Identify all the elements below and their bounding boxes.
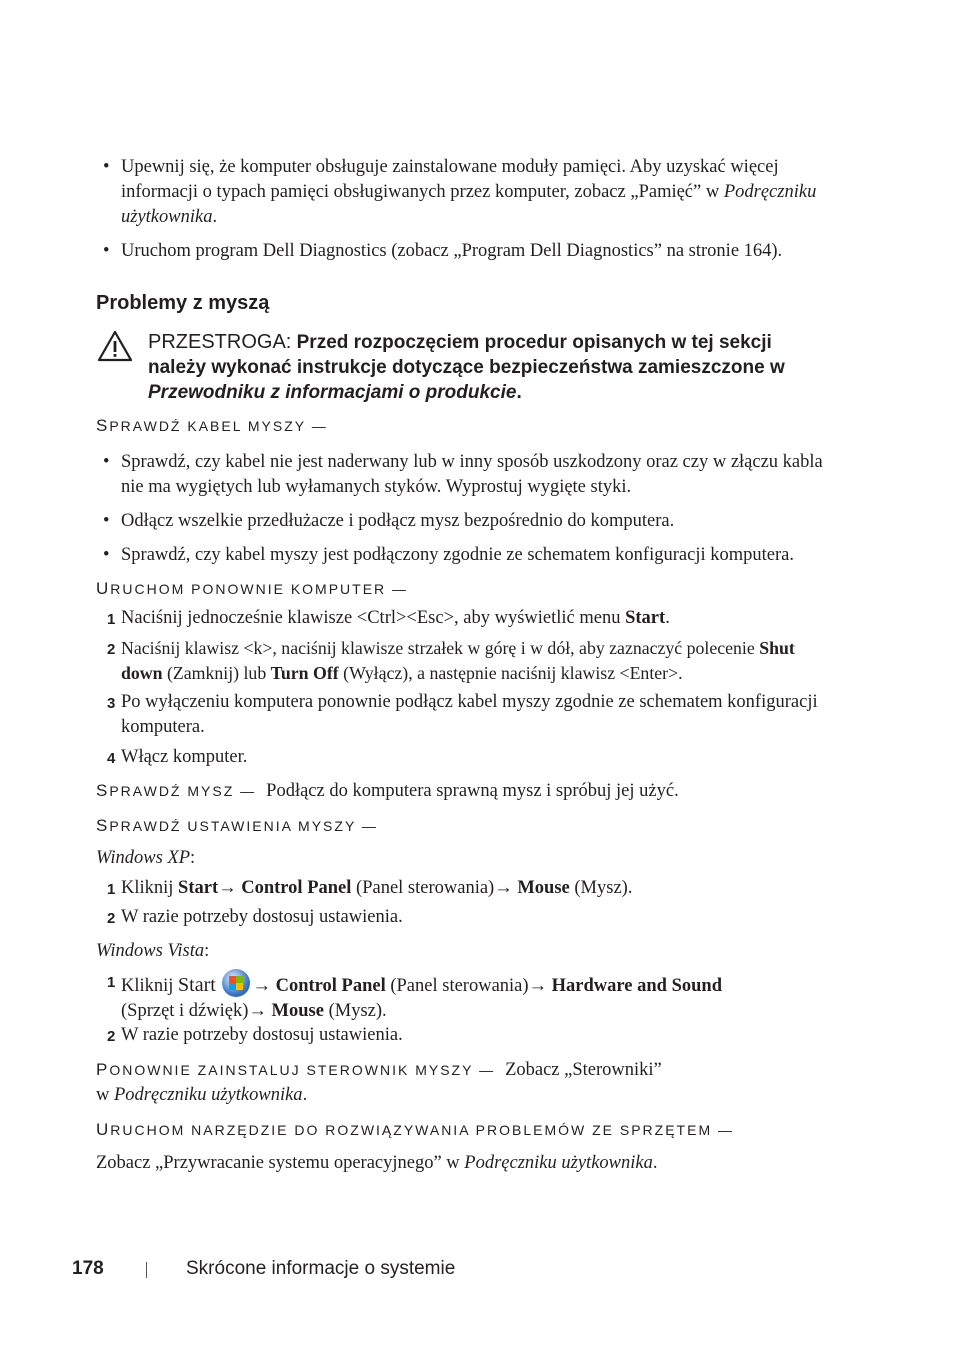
check-mouse-paragraph: SPRAWDŹ MYSZ — Podłącz do komputera sprawną mysz i spróbuj jej użyć. xyxy=(96,781,679,801)
section-title: Problemy z myszą xyxy=(96,292,270,314)
reinstall-paragraph: PONOWNIE ZAINSTALUJ STEROWNIK MYSZY — Zobacz „Sterowniki” xyxy=(96,1060,662,1080)
heading-mouse-settings: SPRAWDŹ USTAWIENIA MYSZY — xyxy=(96,816,378,835)
footer-divider xyxy=(146,1262,147,1278)
list-item-text: Odłącz wszelkie przedłużacze i podłącz mysz bezpośrednio do komputera. xyxy=(121,511,675,531)
page-number: 178 xyxy=(72,1258,104,1279)
bullet-dot: • xyxy=(103,545,110,565)
bullet-dot: • xyxy=(103,241,110,261)
list-item-text: Upewnij się, że komputer obsługuje zainstalowane moduły pamięci. Aby uzyskać więcej informacji o typach pamięci obsługiwanych przez komputer, zobacz „Pamięć” w Podręczniku użytkownika. xyxy=(121,157,817,227)
heading-hardware-troubleshooter: URUCHOM NARZĘDZIE DO ROZWIĄZYWANIA PROBLEMÓW ZE SPRZĘTEM — xyxy=(96,1120,735,1139)
warning-icon xyxy=(97,330,133,362)
bullet-dot: • xyxy=(103,157,110,177)
list-item-text: Uruchom program Dell Diagnostics (zobacz „Program Dell Diagnostics” na stronie 164). xyxy=(121,241,783,261)
caution-text: PRZESTROGA: Przed rozpoczęciem procedur opisanych w tej sekcji należy wykonać instrukcje dotyczące bezpieczeństwa zamieszczone w Przewodniku z informacjami o produkcie. xyxy=(148,331,785,403)
caution-label: PRZESTROGA: xyxy=(148,331,292,353)
heading-check-cable: SPRAWDŹ KABEL MYSZY — xyxy=(96,416,328,435)
list-item-text: Sprawdź, czy kabel myszy jest podłączony zgodnie ze schematem konfiguracji komputera. xyxy=(121,545,794,565)
heading-reinstall-driver: PONOWNIE ZAINSTALUJ STEROWNIK MYSZY — xyxy=(96,1060,496,1079)
bullet-dot: • xyxy=(103,452,110,472)
troubleshooter-paragraph: Zobacz „Przywracanie systemu operacyjnego” w Podręczniku użytkownika. xyxy=(96,1153,658,1173)
reinstall-paragraph-line2: w Podręczniku użytkownika. xyxy=(96,1085,308,1105)
os-label-vista: Windows Vista: xyxy=(96,941,210,961)
bullet-dot: • xyxy=(103,511,110,531)
footer-title: Skrócone informacje o systemie xyxy=(186,1258,456,1279)
windows-start-icon xyxy=(222,969,250,997)
heading-restart: URUCHOM PONOWNIE KOMPUTER — xyxy=(96,579,409,598)
os-label-xp: Windows XP: xyxy=(96,848,196,868)
heading-check-mouse: SPRAWDŹ MYSZ — xyxy=(96,781,257,800)
list-item-text: Sprawdź, czy kabel nie jest naderwany lub w inny sposób uszkodzony oraz czy w złączu kabla nie ma wygiętych lub wyłamanych styków. Wyprostuj wygięte styki. xyxy=(121,452,823,497)
